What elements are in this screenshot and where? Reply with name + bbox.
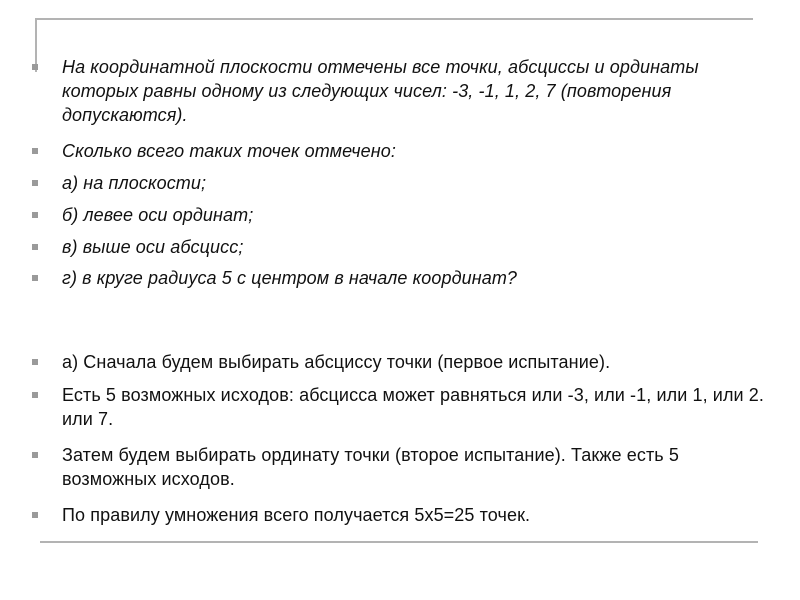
top-rule (35, 18, 753, 20)
bullet-icon (32, 244, 38, 250)
bullet-icon (32, 212, 38, 218)
problem-statement (62, 55, 767, 127)
bullet-icon (32, 452, 38, 458)
solution-step-4-text: По правилу умножения всего получается 5х5=25 точек. (62, 505, 531, 525)
question-b-text: б) левее оси ординат; (62, 205, 254, 225)
bullet-icon (32, 148, 38, 154)
solution-step-3 (62, 443, 767, 491)
solution-step-1-text: а) Сначала будем выбирать абсциссу точки (первое испытание). (62, 352, 611, 372)
question-prompt-text: Сколько всего таких точек отмечено: (62, 141, 396, 161)
bottom-rule (40, 541, 758, 543)
question-prompt (62, 139, 767, 163)
bullet-icon (32, 180, 38, 186)
solution-step-3-text: Затем будем выбирать ординату точки (второе испытание). Также есть 5 возможных исходов. (62, 445, 679, 489)
bullet-icon (32, 275, 38, 281)
bullet-icon (32, 512, 38, 518)
bullet-icon (32, 64, 38, 70)
bullet-icon (32, 392, 38, 398)
question-v-text: в) выше оси абсцисс; (62, 237, 244, 257)
question-a-text: а) на плоскости; (62, 173, 207, 193)
bullet-icon (32, 359, 38, 365)
question-v (62, 235, 767, 259)
solution-step-1 (62, 350, 767, 374)
question-g-text: г) в круге радиуса 5 с центром в начале координат? (62, 268, 518, 288)
solution-step-2 (62, 383, 767, 431)
question-b (62, 203, 767, 227)
solution-step-4 (62, 503, 767, 527)
problem-statement-text: На координатной плоскости отмечены все точки, абсциссы и ординаты которых равны одному из следующих чисел: -3, -1, 1, 2, 7 (повторения допускаются). (62, 57, 699, 125)
solution-step-2-text: Есть 5 возможных исходов: абсцисса может равняться или -3, или -1, или 1, или 2. или 7. (62, 385, 765, 429)
question-g (62, 266, 767, 290)
question-a (62, 171, 767, 195)
